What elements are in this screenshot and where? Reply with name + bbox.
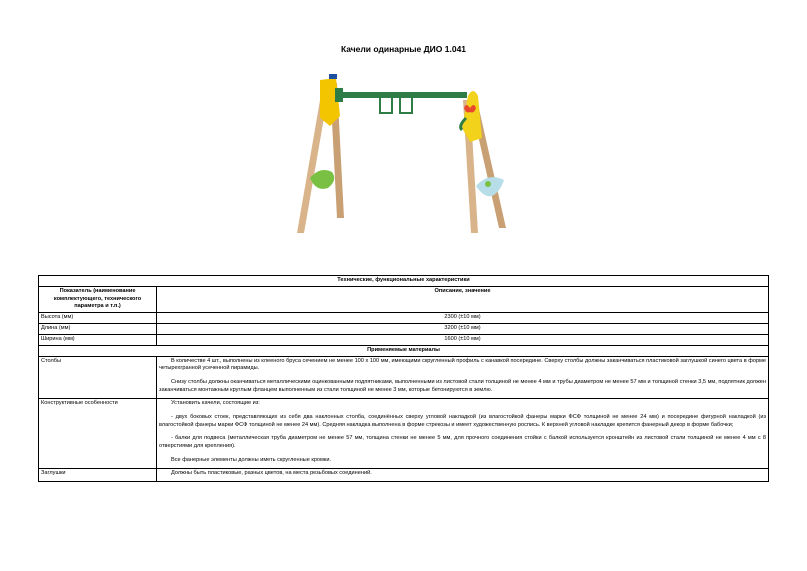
table-row — [39, 313, 769, 324]
right-top-panel — [462, 91, 482, 142]
dim-name: Длина (мм) — [39, 324, 157, 335]
swing-illustration — [280, 68, 530, 268]
column-header-value: Описание, значение — [157, 286, 769, 312]
table-row — [39, 334, 769, 345]
dim-name: Ширина (мм) — [39, 334, 157, 345]
swing-drawing — [297, 74, 506, 233]
row-name: Заглушки — [39, 468, 157, 481]
table-row — [39, 356, 769, 398]
paragraph: Снизу столбы должны оканчиваться металлическими оцинкованными подпятниками, выполненными из листовой стали толщиной не менее 4 мм и трубы диаметром не менее 57 мм и толщиной стенки 3,5 мм, подпятник должен заканчиваться монтажным круглым фланцем выполненным из стали толщиной не менее 3 мм, которые бетонируются в землю. — [159, 379, 767, 394]
dragonfly-eye-icon — [485, 181, 491, 187]
section-materials-header: Применяемые материалы — [39, 345, 769, 356]
page-title: Качели одинарные ДИО 1.041 — [340, 44, 467, 54]
table-row — [39, 398, 769, 468]
row-description — [157, 398, 769, 468]
seat-hanger-right — [400, 98, 412, 113]
row-name: Конструктивные особенности — [39, 398, 157, 468]
table-row — [39, 468, 769, 481]
paragraph: - балки для подвеса (металлическая труба диаметром не менее 57 мм, толщина стенки не менее 5 мм, для прочного соединения стойки с балкой используется кронштейн из листовой стали толщиной не менее 4 мм с 8 отверстиями для крепления). — [159, 435, 767, 450]
dim-name: Высота (мм) — [39, 313, 157, 324]
top-beam — [337, 92, 467, 98]
dim-value: 3200 (±10 мм) — [157, 324, 769, 335]
paragraph: Должны быть пластиковые, разных цветов, на места резьбовых соединений. — [171, 469, 372, 476]
row-name: Столбы — [39, 356, 157, 398]
beam-bracket-left — [335, 88, 343, 102]
paragraph: В количестве 4 шт., выполнены из клееного бруса сечением не менее 100 х 100 мм, имеющими скругленный профиль с канавкой посередине. Сверху столбы должны заканчиваться пластиковой заглушкой синего цвета в форме четырехгранной усеченной пирамиды. — [159, 357, 767, 372]
paragraph: Все фанерные элементы должны иметь скругленные кромки. — [171, 457, 332, 464]
row-description — [157, 356, 769, 398]
dragonfly-panel — [476, 177, 504, 196]
dim-value: 2300 (±10 мм) — [157, 313, 769, 324]
section-tech-header: Технические, функциональные характеристики — [39, 276, 769, 287]
left-cap-icon — [329, 74, 337, 79]
seat-hanger-left — [380, 98, 392, 113]
dim-value: 1600 (±10 мм) — [157, 334, 769, 345]
spec-table — [38, 275, 769, 482]
paragraph: - двух боковых стоек, представляющих из себя два наклонных столба, соединённых сверху угловой накладкой (из влагостойкой фанеры марки ФСФ толщиной не менее 24 мм) и посередине фигурной накладкой (из влагостойкой фанеры марки ФСФ толщиной не менее 24 мм). Средняя накладка выполнена в форме стрекозы и имеет художественную роспись. К верхней угловой накладке крепится фанерный декор в форме бабочки; — [159, 413, 767, 428]
table-row — [39, 324, 769, 335]
row-description — [157, 468, 769, 481]
paragraph: Установить качели, состоящие из: — [171, 399, 260, 406]
column-header-parameter: Показатель (наименование комплектующего, технического параметра и т.п.) — [39, 286, 157, 312]
